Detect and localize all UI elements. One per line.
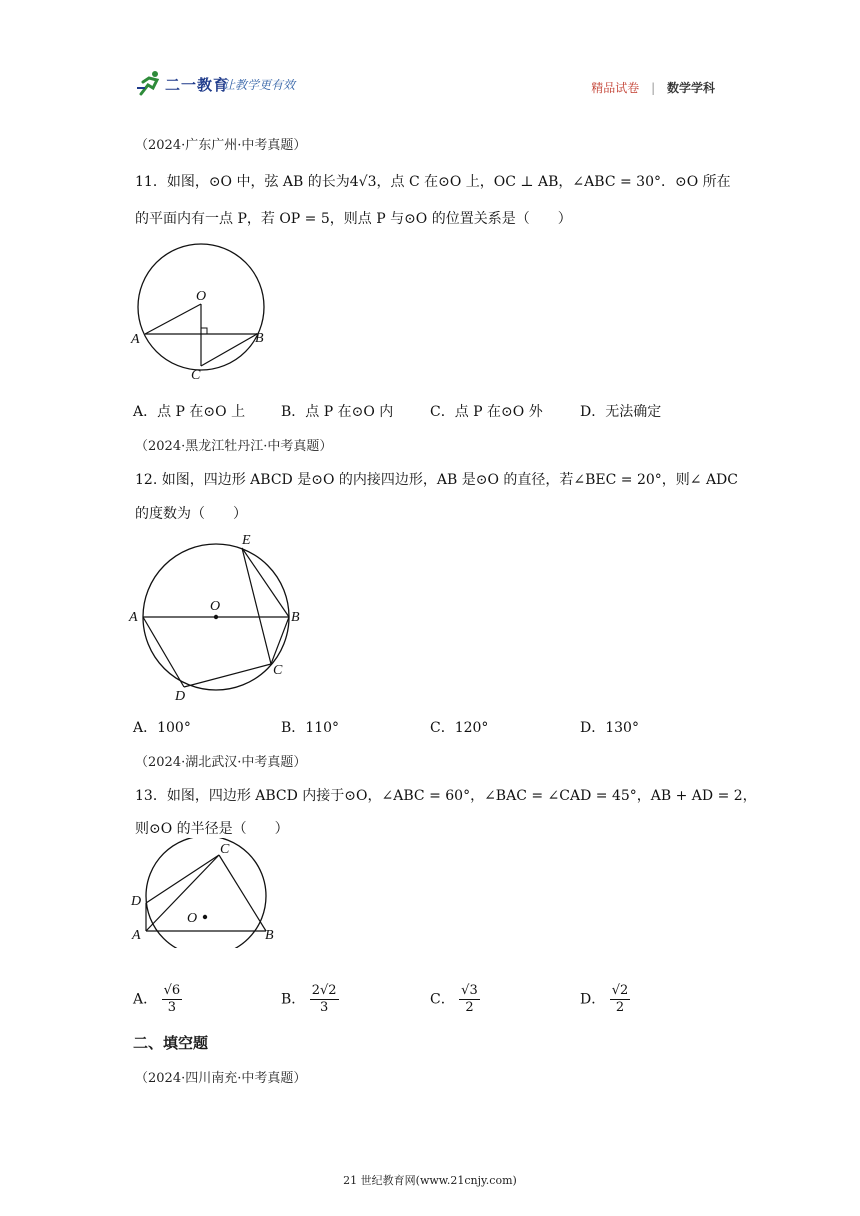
q11-segment-ao: [145, 304, 201, 334]
q13-option-a-prefix: A．: [133, 991, 158, 1008]
q11-line1: 11．如图，⊙O 中，弦 AB 的长为4√3，点 C 在⊙O 上，OC ⊥ AB，∠ABC = 30°．⊙O 所在: [135, 174, 731, 190]
logo-text: 二一教育: [165, 76, 230, 94]
q12-segment-ec: [242, 548, 271, 664]
q11-label-c: C: [191, 368, 201, 383]
q11-source: （2024·广东广州·中考真题）: [135, 138, 307, 153]
q12-label-o: O: [210, 599, 221, 614]
q13-option-c-numerator: √3: [461, 983, 478, 998]
q13-option-d-fraction: [610, 983, 631, 1016]
q12-source: （2024·黑龙江牡丹江·中考真题）: [135, 439, 333, 454]
q13-option-c-prefix: C．: [430, 991, 455, 1008]
q13-option-d-denominator: 2: [615, 1000, 625, 1015]
q11-right-angle-mark: [201, 328, 207, 334]
q12-label-d: D: [175, 689, 186, 704]
q12-label-b: B: [291, 610, 300, 625]
q13-option-c-denominator: 2: [465, 1000, 474, 1015]
paper-type: 精品试卷: [591, 81, 640, 95]
q13-option-b-fraction: [310, 983, 339, 1016]
q12-label-a: A: [129, 610, 138, 625]
header-right: [591, 79, 715, 96]
q12-center-dot: [214, 615, 218, 619]
q11-option-d[interactable]: D．无法确定: [580, 404, 662, 420]
q13-label-c: C: [220, 842, 230, 857]
q12-label-e: E: [242, 533, 251, 548]
q13-line1: 13．如图，四边形 ABCD 内接于⊙O，∠ABC = 60°，∠BAC = ∠CAD = 45°，AB + AD = 2，: [135, 788, 757, 804]
q12-figure: [125, 528, 305, 708]
q11-figure: [125, 238, 275, 388]
q11-option-b[interactable]: B．点 P 在⊙O 内: [281, 404, 394, 420]
q13-option-c-fraction: [459, 983, 480, 1016]
subject: 数学学科: [666, 81, 715, 95]
q13-option-a-numerator: √6: [163, 983, 181, 998]
q12-option-b[interactable]: B．110°: [281, 720, 340, 736]
q13-label-b: B: [265, 928, 274, 943]
q13-label-o: O: [187, 911, 198, 926]
q13-option-d-prefix: D．: [580, 991, 606, 1008]
next-question-source: （2024·四川南充·中考真题）: [135, 1071, 307, 1086]
q12-line2: 的度数为（ ）: [135, 506, 247, 522]
runner-logo-icon: [135, 68, 165, 98]
q12-line1: 12. 如图，四边形 ABCD 是⊙O 的内接四边形，AB 是⊙O 的直径，若∠BEC = 20°，则∠ ADC: [135, 472, 738, 488]
q13-option-b-prefix: B．: [281, 991, 306, 1008]
q13-label-d: D: [131, 894, 142, 909]
q12-option-c[interactable]: C．120°: [430, 720, 489, 736]
q12-label-c: C: [273, 663, 283, 678]
footer: 21 世纪教育网(www.21cnjy.com): [343, 1174, 517, 1187]
q13-option-b-numerator: 2√2: [311, 983, 337, 998]
q13-option-a-fraction: [162, 983, 183, 1016]
q11-label-b: B: [255, 331, 264, 346]
q12-segment-eb: [242, 548, 289, 617]
q12-segment-cb: [271, 617, 289, 664]
q13-option-b[interactable]: [281, 983, 339, 1016]
q12-option-d[interactable]: D．130°: [580, 720, 639, 736]
q13-segment-ac: [146, 855, 219, 931]
q11-label-a: A: [131, 332, 140, 347]
q13-label-a: A: [132, 928, 141, 943]
q13-option-d-numerator: √2: [611, 983, 629, 998]
header-separator: |: [651, 81, 656, 95]
q13-source: （2024·湖北武汉·中考真题）: [135, 755, 307, 770]
q13-option-b-denominator: 3: [320, 1000, 329, 1015]
q12-segment-dc: [184, 664, 271, 687]
q12-segment-ad: [143, 617, 184, 687]
q13-option-a[interactable]: [133, 983, 182, 1016]
q13-segment-cb: [219, 855, 266, 931]
q13-option-a-denominator: 3: [167, 1000, 176, 1015]
q11-line2: 的平面内有一点 P，若 OP = 5，则点 P 与⊙O 的位置关系是（ ）: [135, 211, 572, 227]
q13-line2: 则⊙O 的半径是（ ）: [135, 821, 289, 837]
q13-option-c[interactable]: [430, 983, 480, 1016]
q11-option-a[interactable]: A．点 P 在⊙O 上: [133, 404, 246, 420]
q13-center-dot: [203, 915, 207, 919]
section-title: 二、填空题: [133, 1034, 209, 1052]
q13-option-d[interactable]: [580, 983, 630, 1016]
q11-label-o: O: [196, 289, 207, 304]
header-logo: [135, 68, 345, 100]
q12-option-a[interactable]: A．100°: [133, 720, 191, 736]
q11-option-c[interactable]: C．点 P 在⊙O 外: [430, 404, 543, 420]
q13-figure: [125, 838, 290, 948]
q11-segment-cb: [201, 334, 257, 366]
logo-slogan: 让教学更有效: [223, 78, 296, 92]
